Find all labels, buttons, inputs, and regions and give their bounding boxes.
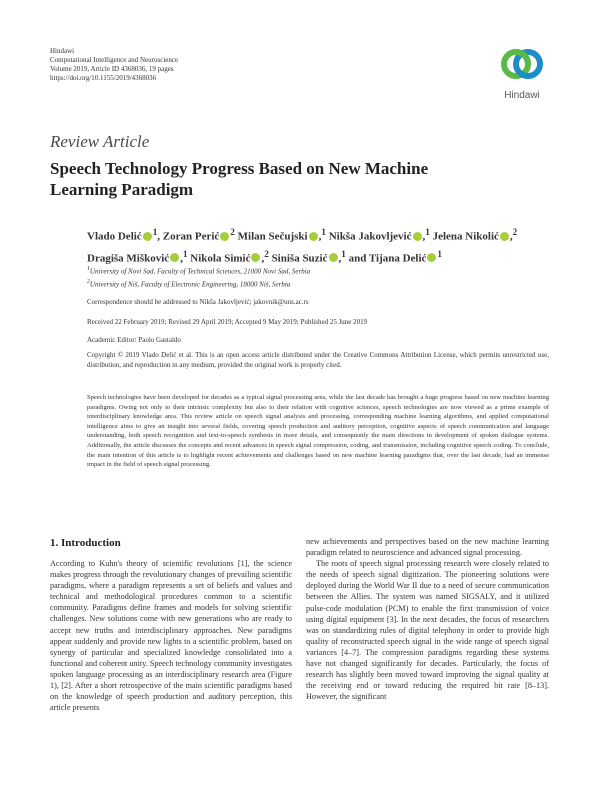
publication-dates: Received 22 February 2019; Revised 29 April 2019; Accepted 9 May 2019; Published 25 June 2019	[87, 318, 368, 326]
affiliation-text: University of Novi Sad, Faculty of Technical Sciences, 21000 Novi Sad, Serbia	[89, 267, 311, 276]
author[interactable]: Zoran Perić	[162, 230, 220, 243]
author[interactable]: Nikša Jakovljević	[328, 230, 412, 243]
paragraph: According to Kuhn's theory of scientific revolutions [1], the science makes progress through the revolutionary changes of prevailing scientific paradigms, where a paradigm represents a set of beliefs and values and technical and methodological procedures common to a scientific community. Paradigms define frames and models for solving scientific challenges. New solutions come with new generations who are ready to accept new truths and interdisciplinary approaches. New paradigms appear suddenly and provide new lights to a scientific problem, based on synergy of particular and specialized knowledge consolidated into a functional and coherent unity. Speech technology community investigates spoken language processing as an interdisciplinary research area (Figure 1), [2]. After a short retrospective of the main scientific paradigms based on the knowledge of speech production and auditory perception, this article presents	[50, 559, 292, 713]
journal-header	[50, 47, 178, 83]
affiliation-num: 2	[87, 279, 90, 285]
author-aff: 1	[425, 227, 430, 237]
author[interactable]: Vlado Delić	[87, 230, 142, 243]
orcid-icon[interactable]	[427, 253, 436, 262]
copyright-notice: Copyright © 2019 Vlado Delić et al. This is an open access article distributed under the Creative Commons Attribution License, which permits unrestricted use, distribution, and reproduction in any medium, provided the original work is properly cited.	[87, 351, 549, 369]
author-aff: 2	[512, 227, 518, 237]
author[interactable]: Tijana Delić	[368, 252, 427, 265]
author[interactable]: Siniša Suzić	[271, 252, 328, 265]
paragraph: new achievements and perspectives based on the new machine learning paradigm related to neuroscience and advanced signal processing.	[306, 537, 549, 558]
author-aff: 1	[321, 227, 326, 237]
author[interactable]: Dragiša Mišković	[87, 252, 170, 265]
affiliation-2	[87, 279, 290, 288]
orcid-icon[interactable]	[500, 232, 509, 241]
author[interactable]: Milan Sečujski	[237, 230, 308, 243]
hindawi-logo-icon	[500, 45, 544, 83]
logo-word: Hindawi	[504, 90, 540, 101]
affiliation-num: 1	[87, 266, 90, 272]
author-aff: 2	[264, 248, 269, 259]
orcid-icon[interactable]	[170, 253, 179, 262]
orcid-icon[interactable]	[413, 232, 422, 241]
author-list: Vlado Delić $^1$, Zoran Perić $^2$ Milan Sečujski ,$^1$ Nikša Jakovljević ,$^1$ Jelena Nikolić ,$^2$ Dragiša Mišković ,$^1$ Nikola Simić ,$^2$ Siniša Suzić ,$^1$ and Tijana Delić $^1$	[87, 227, 518, 265]
orcid-icon[interactable]	[329, 253, 338, 262]
doi-link[interactable]: https://doi.org/10.1155/2019/4368036	[50, 74, 157, 82]
correspondence: Correspondence should be addressed to Nikša Jakovljević; jakovnik@uns.ac.rs	[87, 298, 309, 306]
affiliation-1	[87, 266, 310, 275]
author[interactable]: Jelena Nikolić	[432, 230, 499, 243]
author-aff: 1	[341, 248, 346, 259]
orcid-icon[interactable]	[251, 253, 260, 262]
academic-editor: Academic Editor: Paolo Gastaldo	[87, 336, 181, 344]
author-aff: 1	[437, 248, 442, 259]
hindawi-logo	[494, 45, 550, 101]
abstract: Speech technologies have been developed for decades as a typical signal processing area, while the last decade has brought a huge progress based on new machine learning paradigms. Owing not only to their intrinsic complexity but also to their relation with cognitive sciences, speech technologies are now viewed as a prime example of interdisciplinary knowledge area. This review article on speech signal analysis and processing, corresponding machine learning algorithms, and applied computational intelligence aims to give an insight into several fields, covering speech production and auditory perception, cognitive aspects of speech communication and language understanding, both speech recognition and text-to-speech synthesis in more details, and consequently the main directions in development of spoken dialogue systems. Additionally, the article discusses the concepts and recent advances in speech signal compression, coding, and transmission, including cognitive speech coding. To conclude, the main intention of this article is to highlight recent achievements and challenges based on new machine learning paradigms that, over the last decade, had an immense impact in the field of speech signal processing.	[87, 394, 549, 469]
orcid-icon[interactable]	[143, 232, 152, 241]
journal-name: Computational Intelligence and Neuroscience	[50, 56, 179, 64]
body-column-right	[306, 536, 549, 702]
section-heading: 1. Introduction	[50, 537, 121, 549]
author-aff: 2	[230, 227, 235, 237]
author-aff: 1	[182, 248, 188, 259]
affiliation-text: University of Niš, Faculty of Electronic Engineering, 18000 Niš, Serbia	[89, 280, 291, 289]
author[interactable]: Nikola Simić	[190, 252, 251, 265]
article-type: Review Article	[50, 132, 150, 151]
volume-info: Volume 2019, Article ID 4368036, 19 pages	[50, 65, 174, 73]
orcid-icon[interactable]	[220, 232, 229, 241]
orcid-icon[interactable]	[309, 232, 318, 241]
paragraph: The roots of speech signal processing research were closely related to the needs of speech signal digitization. The pioneering solutions were deployed during the World War II due to a need of secure communication between the Allies. The system was named SIGSALY, and it utilized pulse-code modulation (PCM) to enable the first transmission of voice using digital equipment [3]. In the next decades, the focus of researchers was on standardizing rules of digital telephony in order to provide high quality of reconstructed speech signal in the wide range of speech signal variances [4–7]. The compression paradigms regarding these systems have not changed significantly for decades. Particularly, the focus of research has slightly been moved toward improving the signal quality at the receiving end or toward reducing the required bit rate [8–13]. However, the significant	[306, 559, 549, 702]
publisher-name: Hindawi	[50, 47, 75, 55]
author-aff: 1	[152, 227, 158, 237]
body-column-left	[50, 558, 292, 713]
article-title: Speech Technology Progress Based on New Machine Learning Paradigm	[50, 159, 429, 199]
